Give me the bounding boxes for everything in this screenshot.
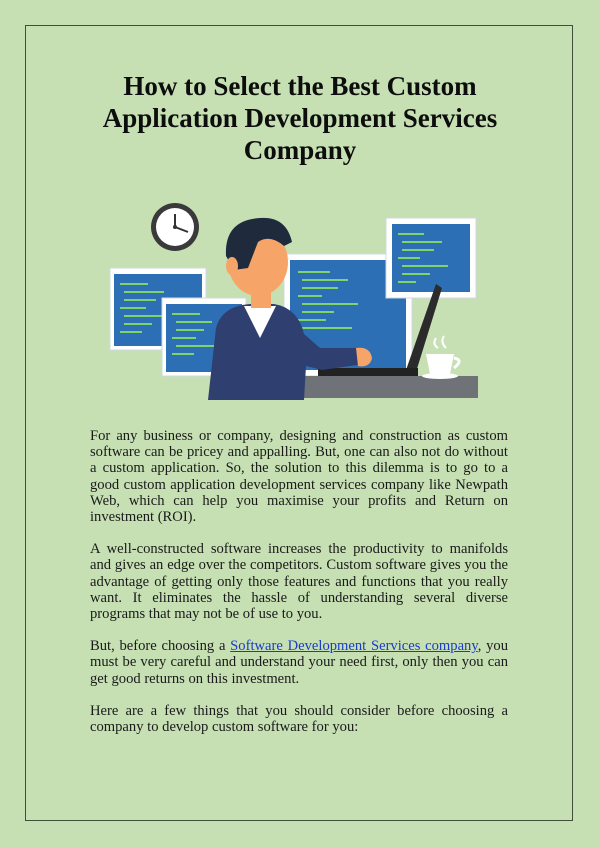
article-body xyxy=(90,428,508,751)
paragraph: A well-constructed software increases the productivity to manifolds and gives an edge over the competitors. Custom software gives you the advantage of getting only those features and functions that you really want. It eliminates the hassle of understanding several diverse programs that may not be of use to you. xyxy=(90,541,508,623)
desk xyxy=(278,376,478,398)
software-development-services-link[interactable]: Software Development Services company xyxy=(230,638,478,655)
paragraph: Here are a few things that you should consider before choosing a company to develop custom software for you: xyxy=(90,702,508,736)
paragraph: For any business or company, designing and construction as custom software can be pricey and appalling. But, one can also not do without a custom application. So, the solution to this dilemma is to go to a good custom application development services company like Newpath Web, which can help you maximise your profits and Return on investment (ROI). xyxy=(90,428,508,526)
link-paragraph-after: , you must be very careful and understand your need first, only then you can get good returns on this investment. xyxy=(90,638,508,687)
document-title: How to Select the Best Custom Application Development Services Company xyxy=(102,71,498,165)
code-window-icon xyxy=(386,218,476,298)
coffee-cup-icon xyxy=(422,336,459,379)
clock-icon xyxy=(151,203,199,251)
hero-illustration xyxy=(108,198,480,400)
paragraph-with-link xyxy=(90,638,508,687)
link-paragraph-before: But, before choosing a xyxy=(90,638,231,655)
